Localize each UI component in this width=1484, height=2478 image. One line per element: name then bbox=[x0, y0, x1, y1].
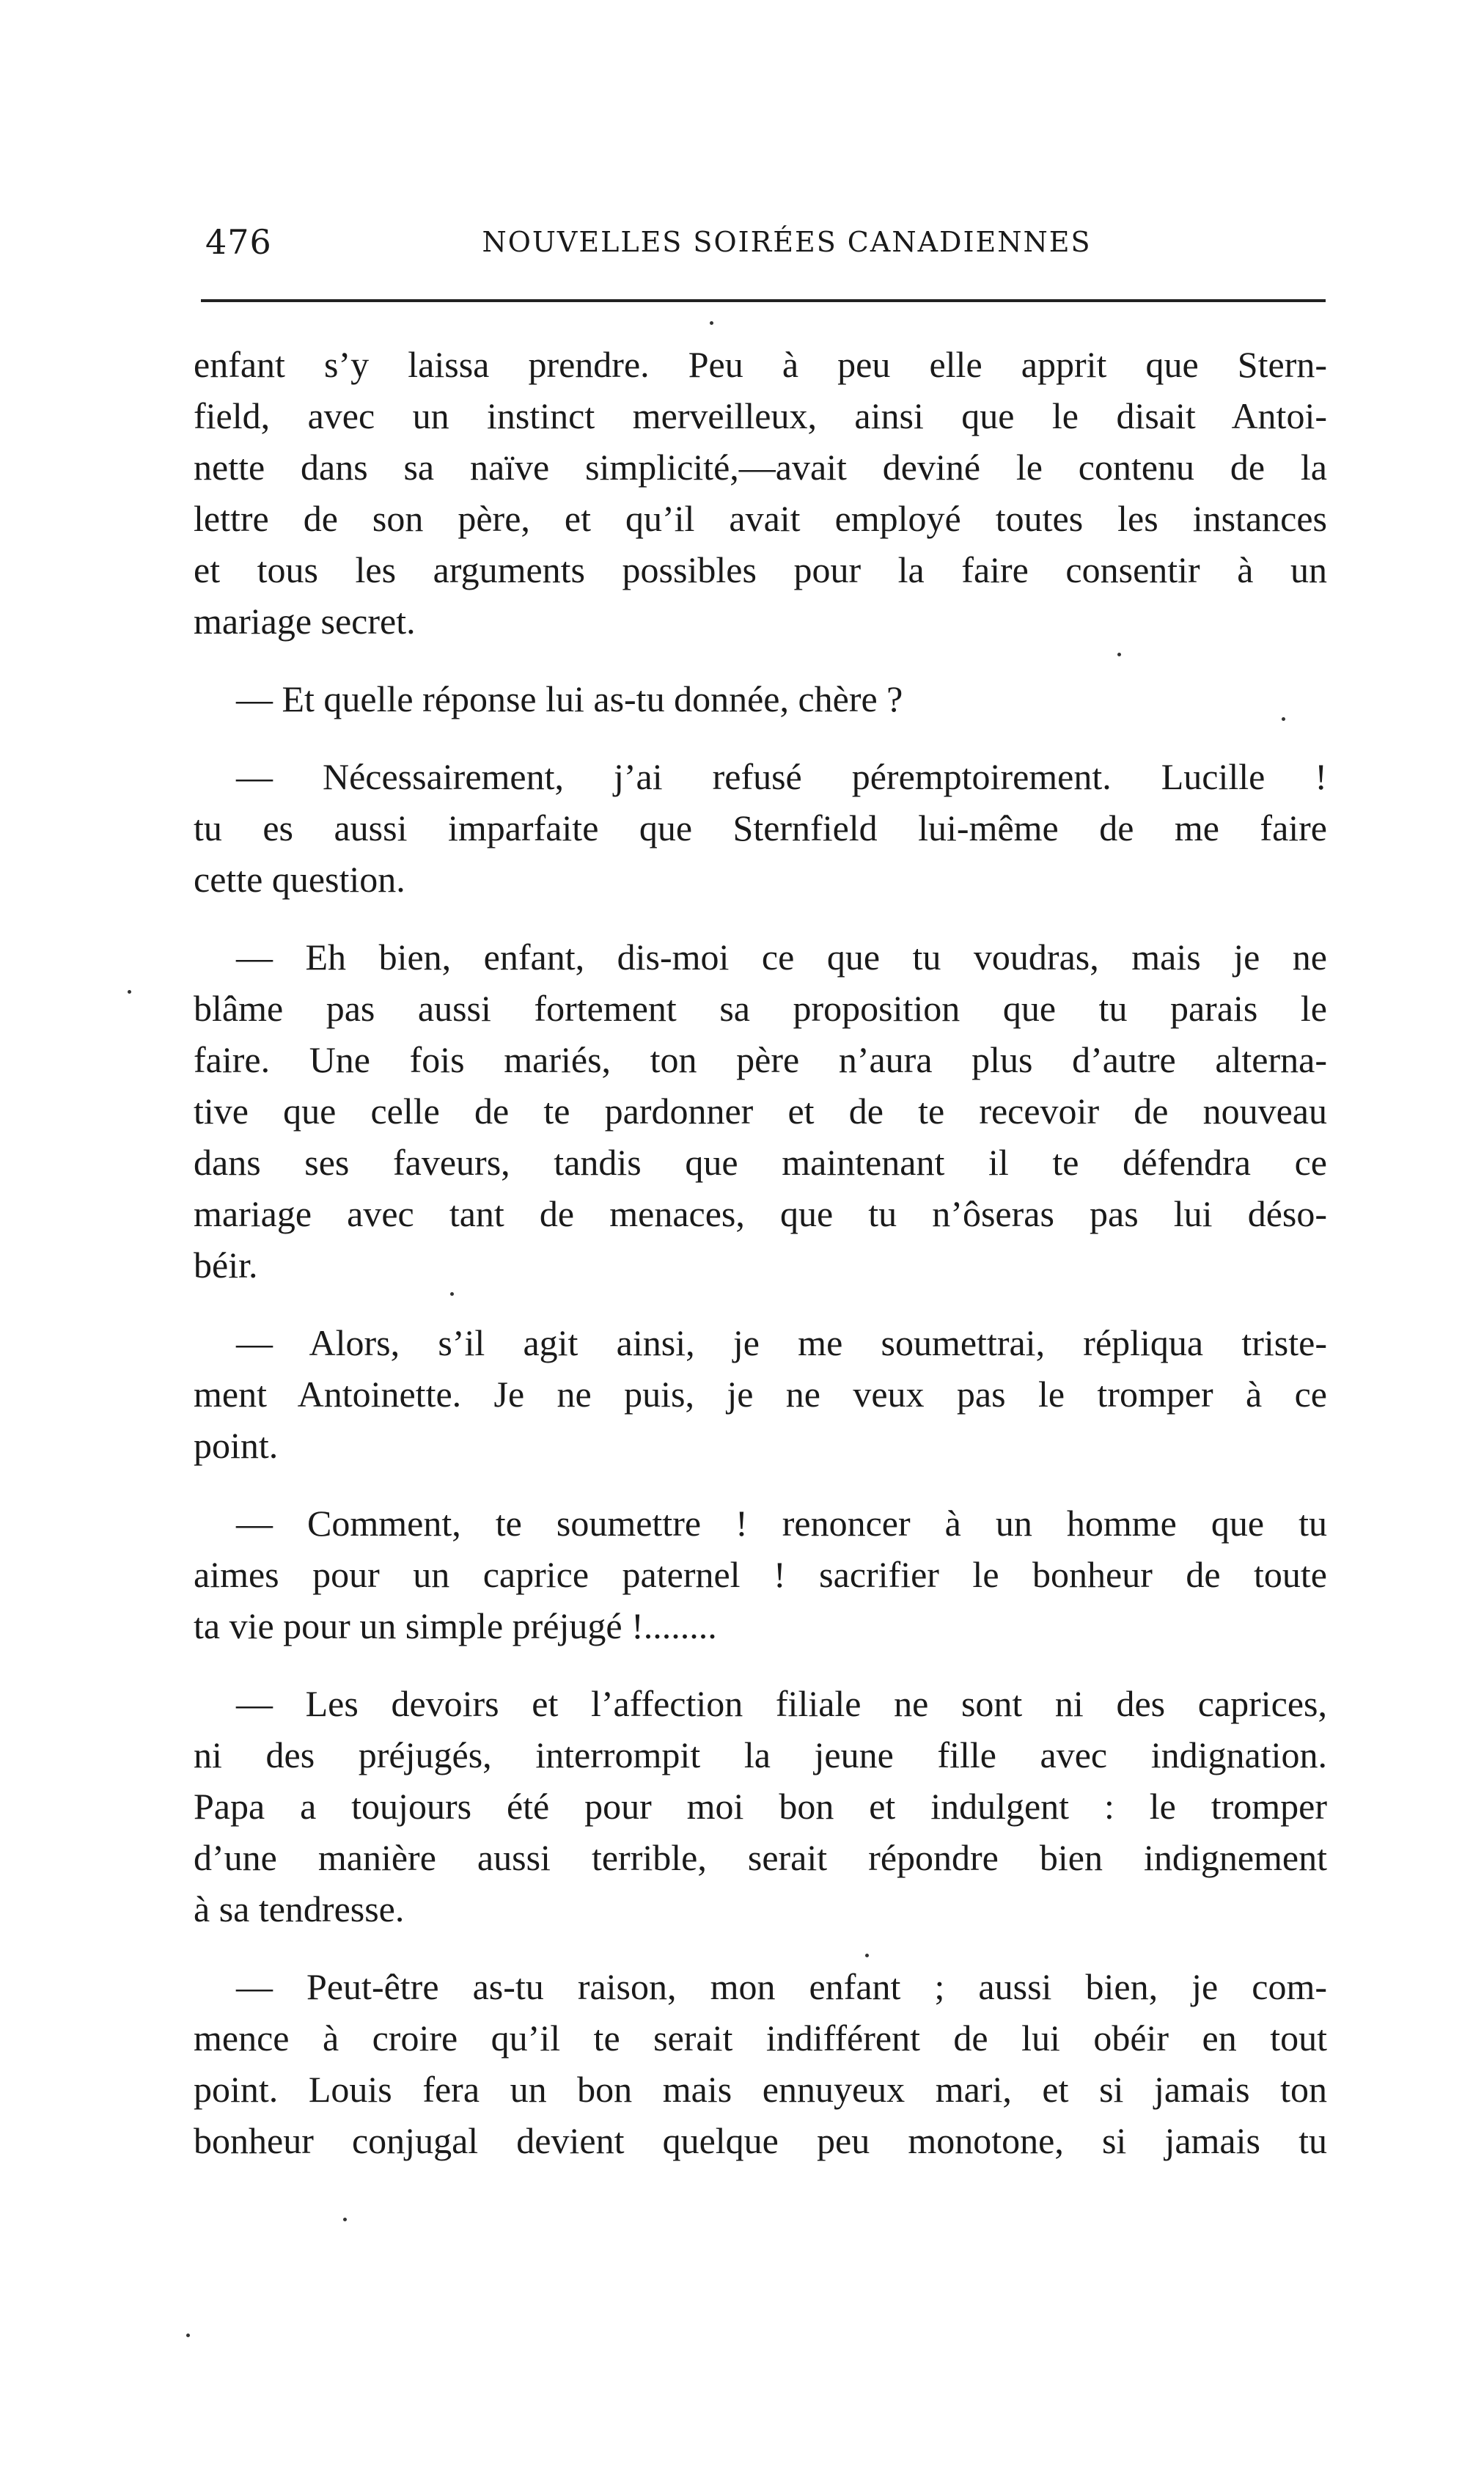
text-line: — Comment, te soumettre ! renoncer à un homme que tu bbox=[236, 1503, 1327, 1544]
text-line: — Et quelle réponse lui as-tu donnée, chère ? bbox=[236, 678, 903, 719]
text-line: blâme pas aussi fortement sa proposition que tu parais le bbox=[194, 988, 1327, 1029]
paragraph bbox=[194, 751, 1327, 905]
body-text bbox=[194, 339, 1327, 2166]
scan-speck bbox=[128, 990, 131, 994]
text-line: béir. bbox=[194, 1245, 258, 1286]
text-line: d’une manière aussi terrible, serait répondre bien indignement bbox=[194, 1837, 1327, 1878]
scan-speck bbox=[1282, 717, 1285, 721]
scan-speck bbox=[343, 2218, 347, 2221]
text-line: point. bbox=[194, 1425, 279, 1466]
paragraph bbox=[194, 1678, 1327, 1935]
text-line: ment Antoinette. Je ne puis, je ne veux pas le tromper à ce bbox=[194, 1374, 1327, 1415]
text-line: cette question. bbox=[194, 859, 405, 900]
text-line: — Nécessairement, j’ai refusé péremptoirement. Lucille ! bbox=[236, 756, 1327, 797]
text-line: ta vie pour un simple préjugé !........ bbox=[194, 1605, 717, 1646]
text-line: enfant s’y laissa prendre. Peu à peu elle apprit que Stern- bbox=[194, 344, 1327, 385]
text-line: et tous les arguments possibles pour la faire consentir à un bbox=[194, 549, 1327, 590]
paragraph bbox=[194, 339, 1327, 647]
header-rule bbox=[201, 299, 1326, 302]
text-line: point. Louis fera un bon mais ennuyeux mari, et si jamais ton bbox=[194, 2069, 1327, 2110]
page-number: 476 bbox=[205, 222, 272, 262]
scan-speck bbox=[186, 2334, 190, 2337]
paragraph bbox=[194, 1961, 1327, 2166]
page-header bbox=[205, 220, 1324, 264]
scan-speck bbox=[1117, 653, 1121, 656]
text-line: Papa a toujours été pour moi bon et indulgent : le tromper bbox=[194, 1786, 1327, 1827]
text-line: lettre de son père, et qu’il avait employé toutes les instances bbox=[194, 498, 1327, 539]
text-line: mariage avec tant de menaces, que tu n’ôseras pas lui déso- bbox=[194, 1193, 1327, 1234]
paragraph bbox=[194, 931, 1327, 1291]
text-line: field, avec un instinct merveilleux, ainsi que le disait Antoi- bbox=[194, 395, 1327, 436]
text-line: tive que celle de te pardonner et de te recevoir de nouveau bbox=[194, 1090, 1327, 1132]
paragraph bbox=[194, 1317, 1327, 1471]
running-title: NOUVELLES SOIRÉES CANADIENNES bbox=[482, 226, 1092, 258]
text-line: tu es aussi imparfaite que Sternfield lui-même de me faire bbox=[194, 807, 1327, 848]
text-line: aimes pour un caprice paternel ! sacrifier le bonheur de toute bbox=[194, 1554, 1327, 1595]
text-line: à sa tendresse. bbox=[194, 1888, 405, 1929]
scan-speck bbox=[450, 1292, 454, 1296]
text-line: mariage secret. bbox=[194, 601, 416, 642]
text-line: faire. Une fois mariés, ton père n’aura plus d’autre alterna- bbox=[194, 1039, 1327, 1080]
text-line: bonheur conjugal devient quelque peu monotone, si jamais tu bbox=[194, 2120, 1327, 2161]
text-line: nette dans sa naïve simplicité,—avait deviné le contenu de la bbox=[194, 447, 1327, 488]
text-line: — Les devoirs et l’affection filiale ne sont ni des caprices, bbox=[236, 1683, 1327, 1724]
paragraph bbox=[194, 1498, 1327, 1652]
scan-speck bbox=[865, 1954, 869, 1957]
paragraph bbox=[194, 673, 1327, 725]
text-line: — Alors, s’il agit ainsi, je me soumettrai, répliqua triste- bbox=[236, 1322, 1327, 1363]
text-line: ni des préjugés, interrompit la jeune fille avec indignation. bbox=[194, 1734, 1327, 1775]
text-line: mence à croire qu’il te serait indifférent de lui obéir en tout bbox=[194, 2017, 1327, 2059]
scan-speck bbox=[710, 321, 713, 325]
text-line: — Eh bien, enfant, dis-moi ce que tu voudras, mais je ne bbox=[236, 936, 1327, 978]
text-line: dans ses faveurs, tandis que maintenant il te défendra ce bbox=[194, 1142, 1327, 1183]
text-line: — Peut-être as-tu raison, mon enfant ; aussi bien, je com- bbox=[236, 1966, 1327, 2007]
